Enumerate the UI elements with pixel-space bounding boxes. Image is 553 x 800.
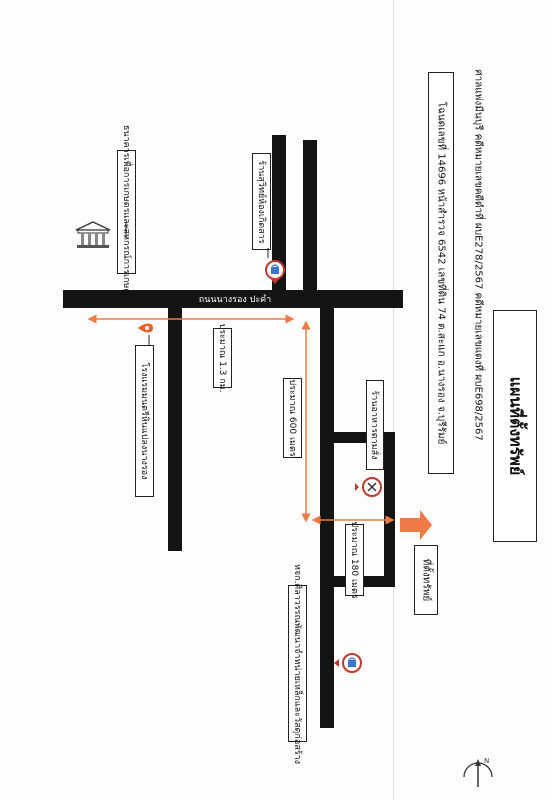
court-case-line: ศาลแพ่งมีนบุรี คดีหมายเลขคดีดำที่ ผบE278/2567 คดีหมายเลขแดงที่ ผบE698/2567 <box>472 69 484 441</box>
main-road-label-text: ถนนนางรอง ปะคำ <box>198 295 272 305</box>
property-label-text: ที่ตั้งทรัพย์ <box>420 558 432 602</box>
svg-text:N: N <box>484 757 490 765</box>
distance-2: ประมาณ 600 เมตร <box>286 379 297 457</box>
bank-building-icon <box>76 222 110 248</box>
north-compass-icon <box>464 757 492 787</box>
map-title-text: แผนที่ตั้งทรัพย์ <box>506 376 526 476</box>
distance-3: ประมาณ 180 เมตร <box>348 521 359 599</box>
distance-1: ประมาณ 1.3 กม. <box>216 323 227 393</box>
restaurant-icon <box>355 478 381 496</box>
shop1-label-text: ร้านสุวิทย์ห้องเกิดสาร <box>255 159 266 244</box>
shop-pin-icon-2 <box>334 654 361 672</box>
property-arrow-icon <box>400 510 432 540</box>
shop2-label-text: หจก.ศิลาวรรณพัฒนาจำหน่ายเหล็กและวัสดุก่อสร้าง <box>291 563 302 764</box>
bank-label-text: ธนาคารเพื่อการเกษตรและสหกรณ์การเกษตร <box>120 124 131 300</box>
shop-pin-icon-1 <box>266 261 284 284</box>
title-deed-line: โฉนดเลขที่ 14696 หน้าสำรวจ 6542 เลขที่ดิน 74 ต.สะแก อ.นางรอง จ.บุรีรัมย์ <box>435 101 447 445</box>
hotel-pin-icon <box>138 324 153 333</box>
hotel-label-text: โรงแรมมนตรีหินแปลงนางรอง <box>138 362 149 480</box>
restaurant-label-text: ร้านอาหารตามสั่ง <box>369 390 379 460</box>
